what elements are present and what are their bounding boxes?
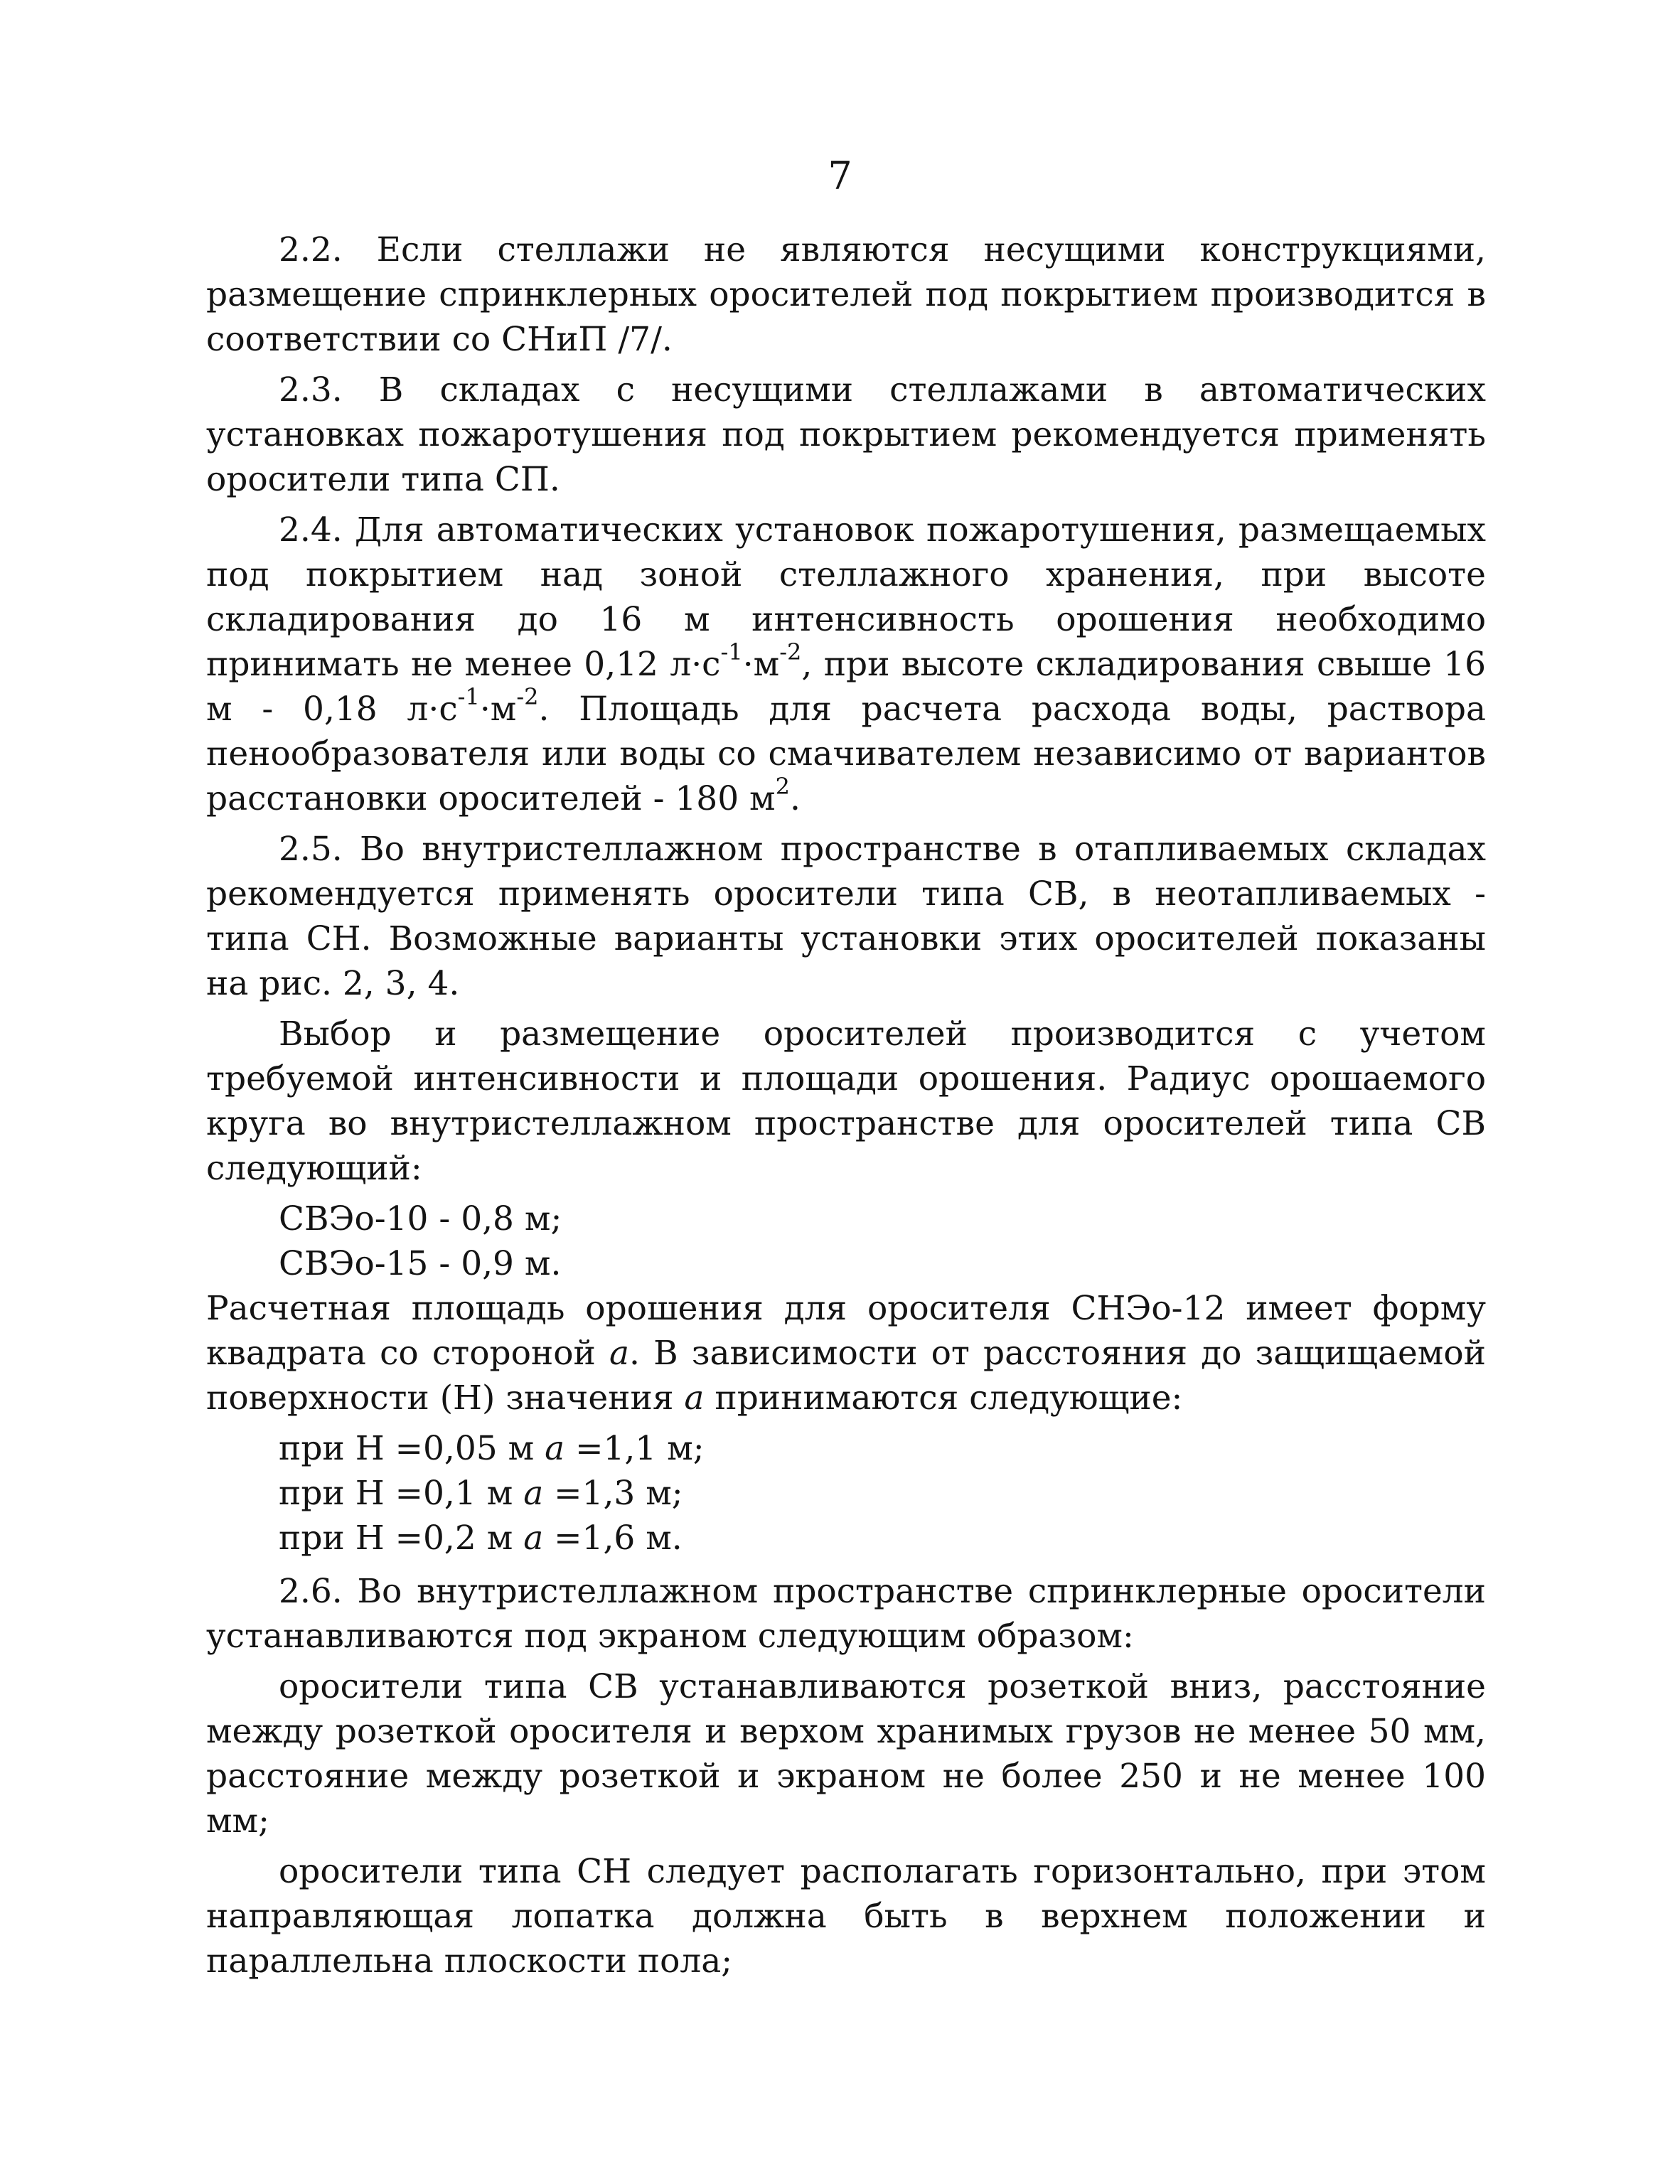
paragraph-sn-installation: оросители типа СН следует располагать горизонтально, при этом направляющая лопатка должна быть в верхнем положении и параллельна плоскости пола; bbox=[206, 1852, 1486, 1981]
area-text-c: принимаются следующие: bbox=[704, 1379, 1183, 1418]
values-item-3 bbox=[206, 1516, 1486, 1561]
p24-text-a: 2.4. Для автоматических установок пожаротушения, размещаемых под покрытием над зоной стеллажного хранения, при высоте складирования до 16 м интенсивность орошения необходимо принимать не менее 0,12 л·с bbox=[206, 510, 1486, 684]
values-3-pre: при bbox=[279, 1519, 355, 1558]
paragraph-2-6: 2.6. Во внутристеллажном пространстве спринклерные оросители устанавливаются под экраном следующим образом: bbox=[206, 1572, 1486, 1656]
p24-exp-4: -2 bbox=[516, 683, 539, 710]
radius-item-2: СВЭо-15 - 0,9 м. bbox=[279, 1244, 562, 1283]
paragraph-choice: Выбор и размещение оросителей производится с учетом требуемой интенсивности и площади орошения. Радиус орошаемого круга во внутристеллажном пространстве для оросителей типа СВ следующий: bbox=[206, 1015, 1486, 1188]
p24-exp-2: -2 bbox=[779, 638, 802, 665]
text-body bbox=[206, 228, 1486, 1989]
page-number: 7 bbox=[828, 154, 852, 198]
paragraph-sv-installation: оросители типа СВ устанавливаются розеткой вниз, расстояние между розеткой оросителя и верхом хранимых грузов не менее 50 мм, расстояние между розеткой и экраном не более 250 и не менее 100 мм; bbox=[206, 1667, 1486, 1841]
paragraph-2-2: 2.2. Если стеллажи не являются несущими конструкциями, размещение спринклерных оросителей под покрытием производится в соответствии со СНиП /7/. bbox=[206, 230, 1486, 359]
area-symbol-a-1: a bbox=[609, 1334, 630, 1373]
paragraph-2-4 bbox=[206, 508, 1486, 821]
values-2-h: H bbox=[355, 1474, 385, 1513]
p24-text-d: ·м bbox=[479, 690, 517, 729]
radius-item-1: СВЭо-10 - 0,8 м; bbox=[279, 1199, 562, 1238]
p24-exp-5: 2 bbox=[775, 773, 790, 800]
values-2-hv: =0,1 м bbox=[384, 1474, 524, 1513]
area-text-a: Расчетная площадь орошения для оросителя СНЭо-12 имеет форму квадрата со стороной bbox=[206, 1289, 1486, 1373]
area-text-b: . В зависимости от расстояния до защищаемой поверхности (Н) значения bbox=[206, 1334, 1486, 1418]
paragraph-area bbox=[206, 1286, 1486, 1420]
p24-text-f: . bbox=[789, 779, 801, 818]
values-3-a: a bbox=[523, 1519, 544, 1558]
area-symbol-a-2: a bbox=[684, 1379, 705, 1418]
values-1-hv: =0,05 м bbox=[384, 1429, 545, 1468]
values-1-av: =1,1 м; bbox=[565, 1429, 705, 1468]
values-3-av: =1,6 м. bbox=[543, 1519, 683, 1558]
values-3-h: H bbox=[355, 1519, 385, 1558]
values-1-h: H bbox=[355, 1429, 385, 1468]
values-2-a: a bbox=[523, 1474, 544, 1513]
values-2-av: =1,3 м; bbox=[543, 1474, 683, 1513]
paragraph-2-5: 2.5. Во внутристеллажном пространстве в отапливаемых складах рекомендуется применять оросители типа СВ, в неотапливаемых - типа СН. Возможные варианты установки этих оросителей показаны на рис. 2, 3, 4. bbox=[206, 830, 1486, 1003]
p24-exp-1: -1 bbox=[720, 638, 743, 665]
values-3-hv: =0,2 м bbox=[384, 1519, 524, 1558]
p24-text-b: ·м bbox=[742, 645, 780, 684]
p24-text-c: , при высоте складирования свыше 16 м - 0,18 л·с bbox=[206, 645, 1486, 729]
values-1-a: a bbox=[545, 1429, 565, 1468]
values-1-pre: при bbox=[279, 1429, 355, 1468]
values-2-pre: при bbox=[279, 1474, 355, 1513]
values-item-2 bbox=[206, 1471, 1486, 1516]
values-item-1 bbox=[206, 1426, 1486, 1471]
p24-exp-3: -1 bbox=[457, 683, 480, 710]
paragraph-2-3: 2.3. В складах с несущими стеллажами в автоматических установках пожаротушения под покрытием рекомендуется применять оросители типа СП. bbox=[206, 370, 1486, 499]
p24-text-e: . Площадь для расчета расхода воды, раствора пенообразователя или воды со смачивателем независимо от вариантов расстановки оросителей - 180 м bbox=[206, 690, 1486, 818]
